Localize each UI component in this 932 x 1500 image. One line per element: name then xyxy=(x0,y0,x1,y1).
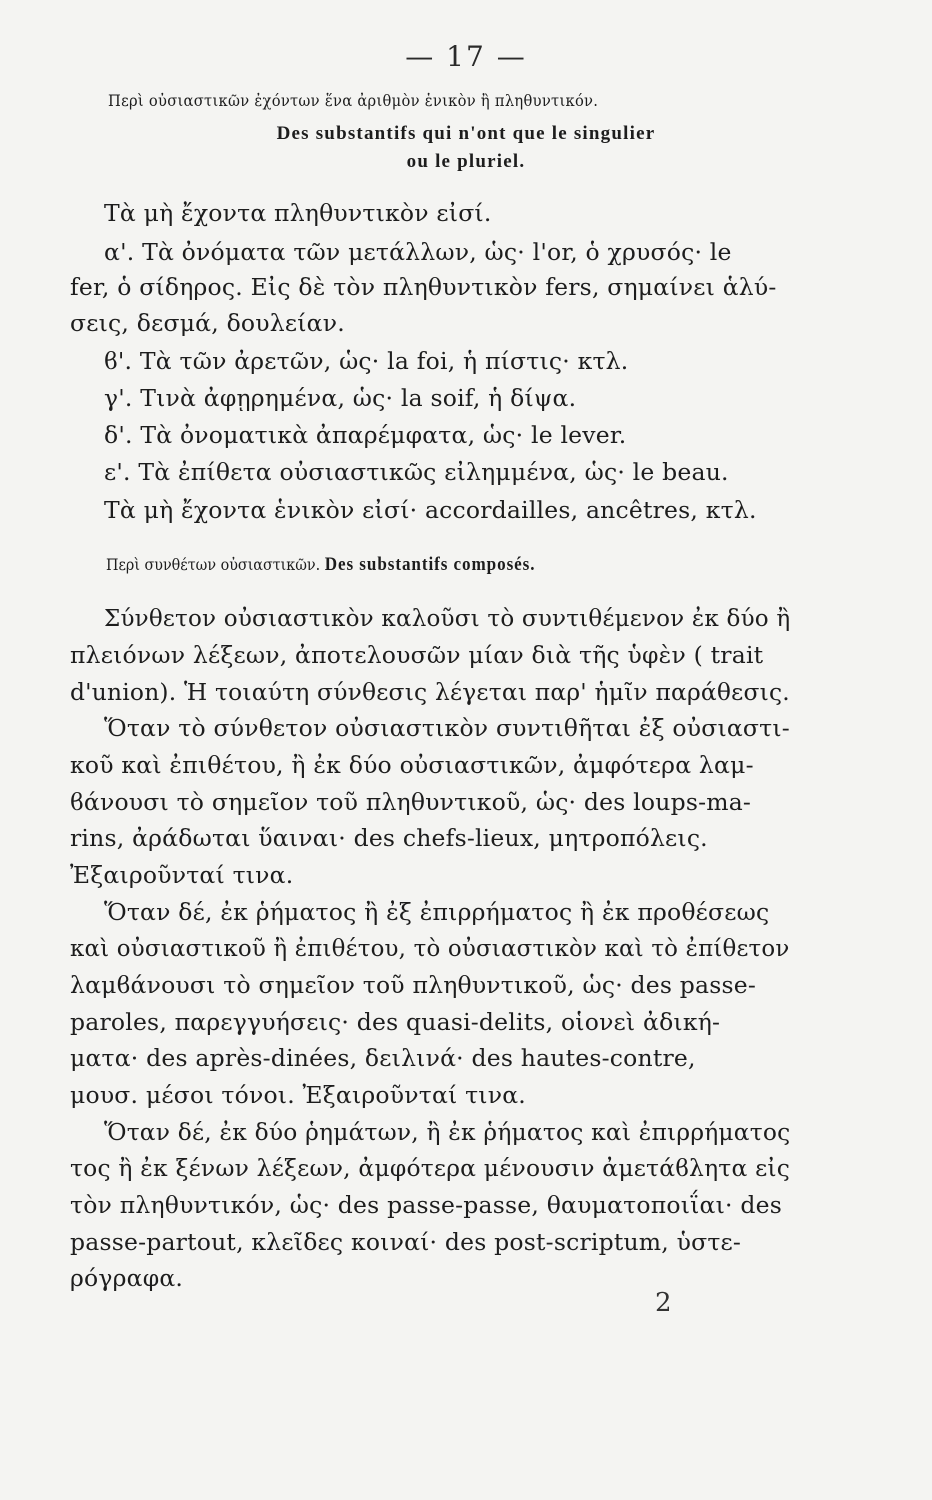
text-line: paroles, παρεγγυήσεις· des quasi-delits, οἱονεὶ ἀδική- xyxy=(70,1008,721,1036)
text-line: α'. Τὰ ὀνόματα τῶν μετάλλων, ὡς· l'or, ὁ χρυσός· le xyxy=(104,238,732,266)
text-line: λαμϐάνουσι τὸ σημεῖον τοῦ πληθυντικοῦ, ὡς· des passe- xyxy=(70,971,757,999)
text-line: κοῦ καὶ ἐπιθέτου, ἢ ἐκ δύο οὐσιαστικῶν, ἀμφότερα λαμ- xyxy=(70,751,754,779)
text-line: Τὰ μὴ ἔχοντα πληθυντικὸν εἰσί. xyxy=(104,199,492,227)
text-line: Ἐξαιροῦνταί τινα. xyxy=(70,861,294,889)
text-line: Ὅταν τὸ σύνθετον οὐσιαστικὸν συντιθῆται ἐξ οὐσιαστι- xyxy=(104,714,790,742)
text-line: γ'. Τινὰ ἀφῃρημένα, ὡς· la soif, ἡ δίψα. xyxy=(104,384,577,412)
section-heading-greek: Περὶ οὐσιαστικῶν ἐχόντων ἕνα ἀριθμὸν ἑνικὸν ἢ πληθυντικόν. xyxy=(108,92,599,110)
text-line: rins, ἀράδωται ὕαιναι· des chefs-lieux, μητροπόλεις. xyxy=(70,824,708,852)
text-line: passe-partout, κλεῖδες κοιναί· des post-scriptum, ὑστε- xyxy=(70,1228,742,1256)
text-line: καὶ οὐσιαστικοῦ ἢ ἐπιθέτου, τὸ οὐσιαστικὸν καὶ τὸ ἐπίθετον xyxy=(70,934,790,962)
text-line: d'union). Ἡ τοιαύτη σύνθεσις λέγεται παρ' ἡμῖν παράθεσις. xyxy=(70,678,790,706)
text-line: δ'. Τὰ ὀνοματικὰ ἀπαρέμφατα, ὡς· le lever. xyxy=(104,421,627,449)
text-line: ματα· des après-dinées, δειλινά· des hautes-contre, xyxy=(70,1044,696,1072)
text-line: τὸν πληθυντικόν, ὡς· des passe-passe, θαυματοποιΐαι· des xyxy=(70,1191,782,1219)
section-heading-french-line-2: ou le pluriel. xyxy=(406,151,526,172)
text-line: Τὰ μὴ ἔχοντα ἑνικὸν εἰσί· accordailles, ancêtres, κτλ. xyxy=(104,496,757,524)
subsection-heading-greek: Περὶ συνθέτων οὐσιαστικῶν. xyxy=(106,556,321,574)
text-line: σεις, δεσμά, δουλείαν. xyxy=(70,309,345,337)
text-line: μουσ. μέσοι τόνοι. Ἐξαιροῦνταί τινα. xyxy=(70,1081,526,1109)
subsection-heading-french: Des substantifs composés. xyxy=(324,555,536,575)
text-line: Σύνθετον οὐσιαστικὸν καλοῦσι τὸ συντιθέμενον ἐκ δύο ἢ xyxy=(104,604,791,632)
text-line: τος ἢ ἐκ ξένων λέξεων, ἀμφότερα μένουσιν ἀμετάϐλητα εἰς xyxy=(70,1154,791,1182)
signature-mark: 2 xyxy=(655,1288,672,1318)
subsection-heading xyxy=(106,555,790,576)
page-number: — 17 — xyxy=(405,40,527,73)
text-line: ϐάνουσι τὸ σημεῖον τοῦ πληθυντικοῦ, ὡς· des loups-ma- xyxy=(70,788,752,816)
text-line: ε'. Τὰ ἐπίθετα οὐσιαστικῶς εἰλημμένα, ὡς· le beau. xyxy=(104,458,729,486)
text-line: Ὅταν δέ, ἐκ ῥήματος ἢ ἐξ ἐπιρρήματος ἢ ἐκ προθέσεως xyxy=(104,898,770,926)
text-line: πλειόνων λέξεων, ἀποτελουσῶν μίαν διὰ τῆς ὑφὲν ( trait xyxy=(70,641,764,669)
text-line: ϐ'. Τὰ τῶν ἀρετῶν, ὡς· la foi, ἡ πίστις· κτλ. xyxy=(104,347,629,375)
text-line: ρόγραφα. xyxy=(70,1264,184,1292)
text-line: fer, ὁ σίδηρος. Εἰς δὲ τὸν πληθυντικὸν fers, σημαίνει ἁλύ- xyxy=(70,273,777,301)
text-line: Ὅταν δέ, ἐκ δύο ῥημάτων, ἢ ἐκ ῥήματος καὶ ἐπιρρήματος xyxy=(104,1118,791,1146)
section-heading-french-line-1: Des substantifs qui n'ont que le singulier xyxy=(276,123,656,144)
